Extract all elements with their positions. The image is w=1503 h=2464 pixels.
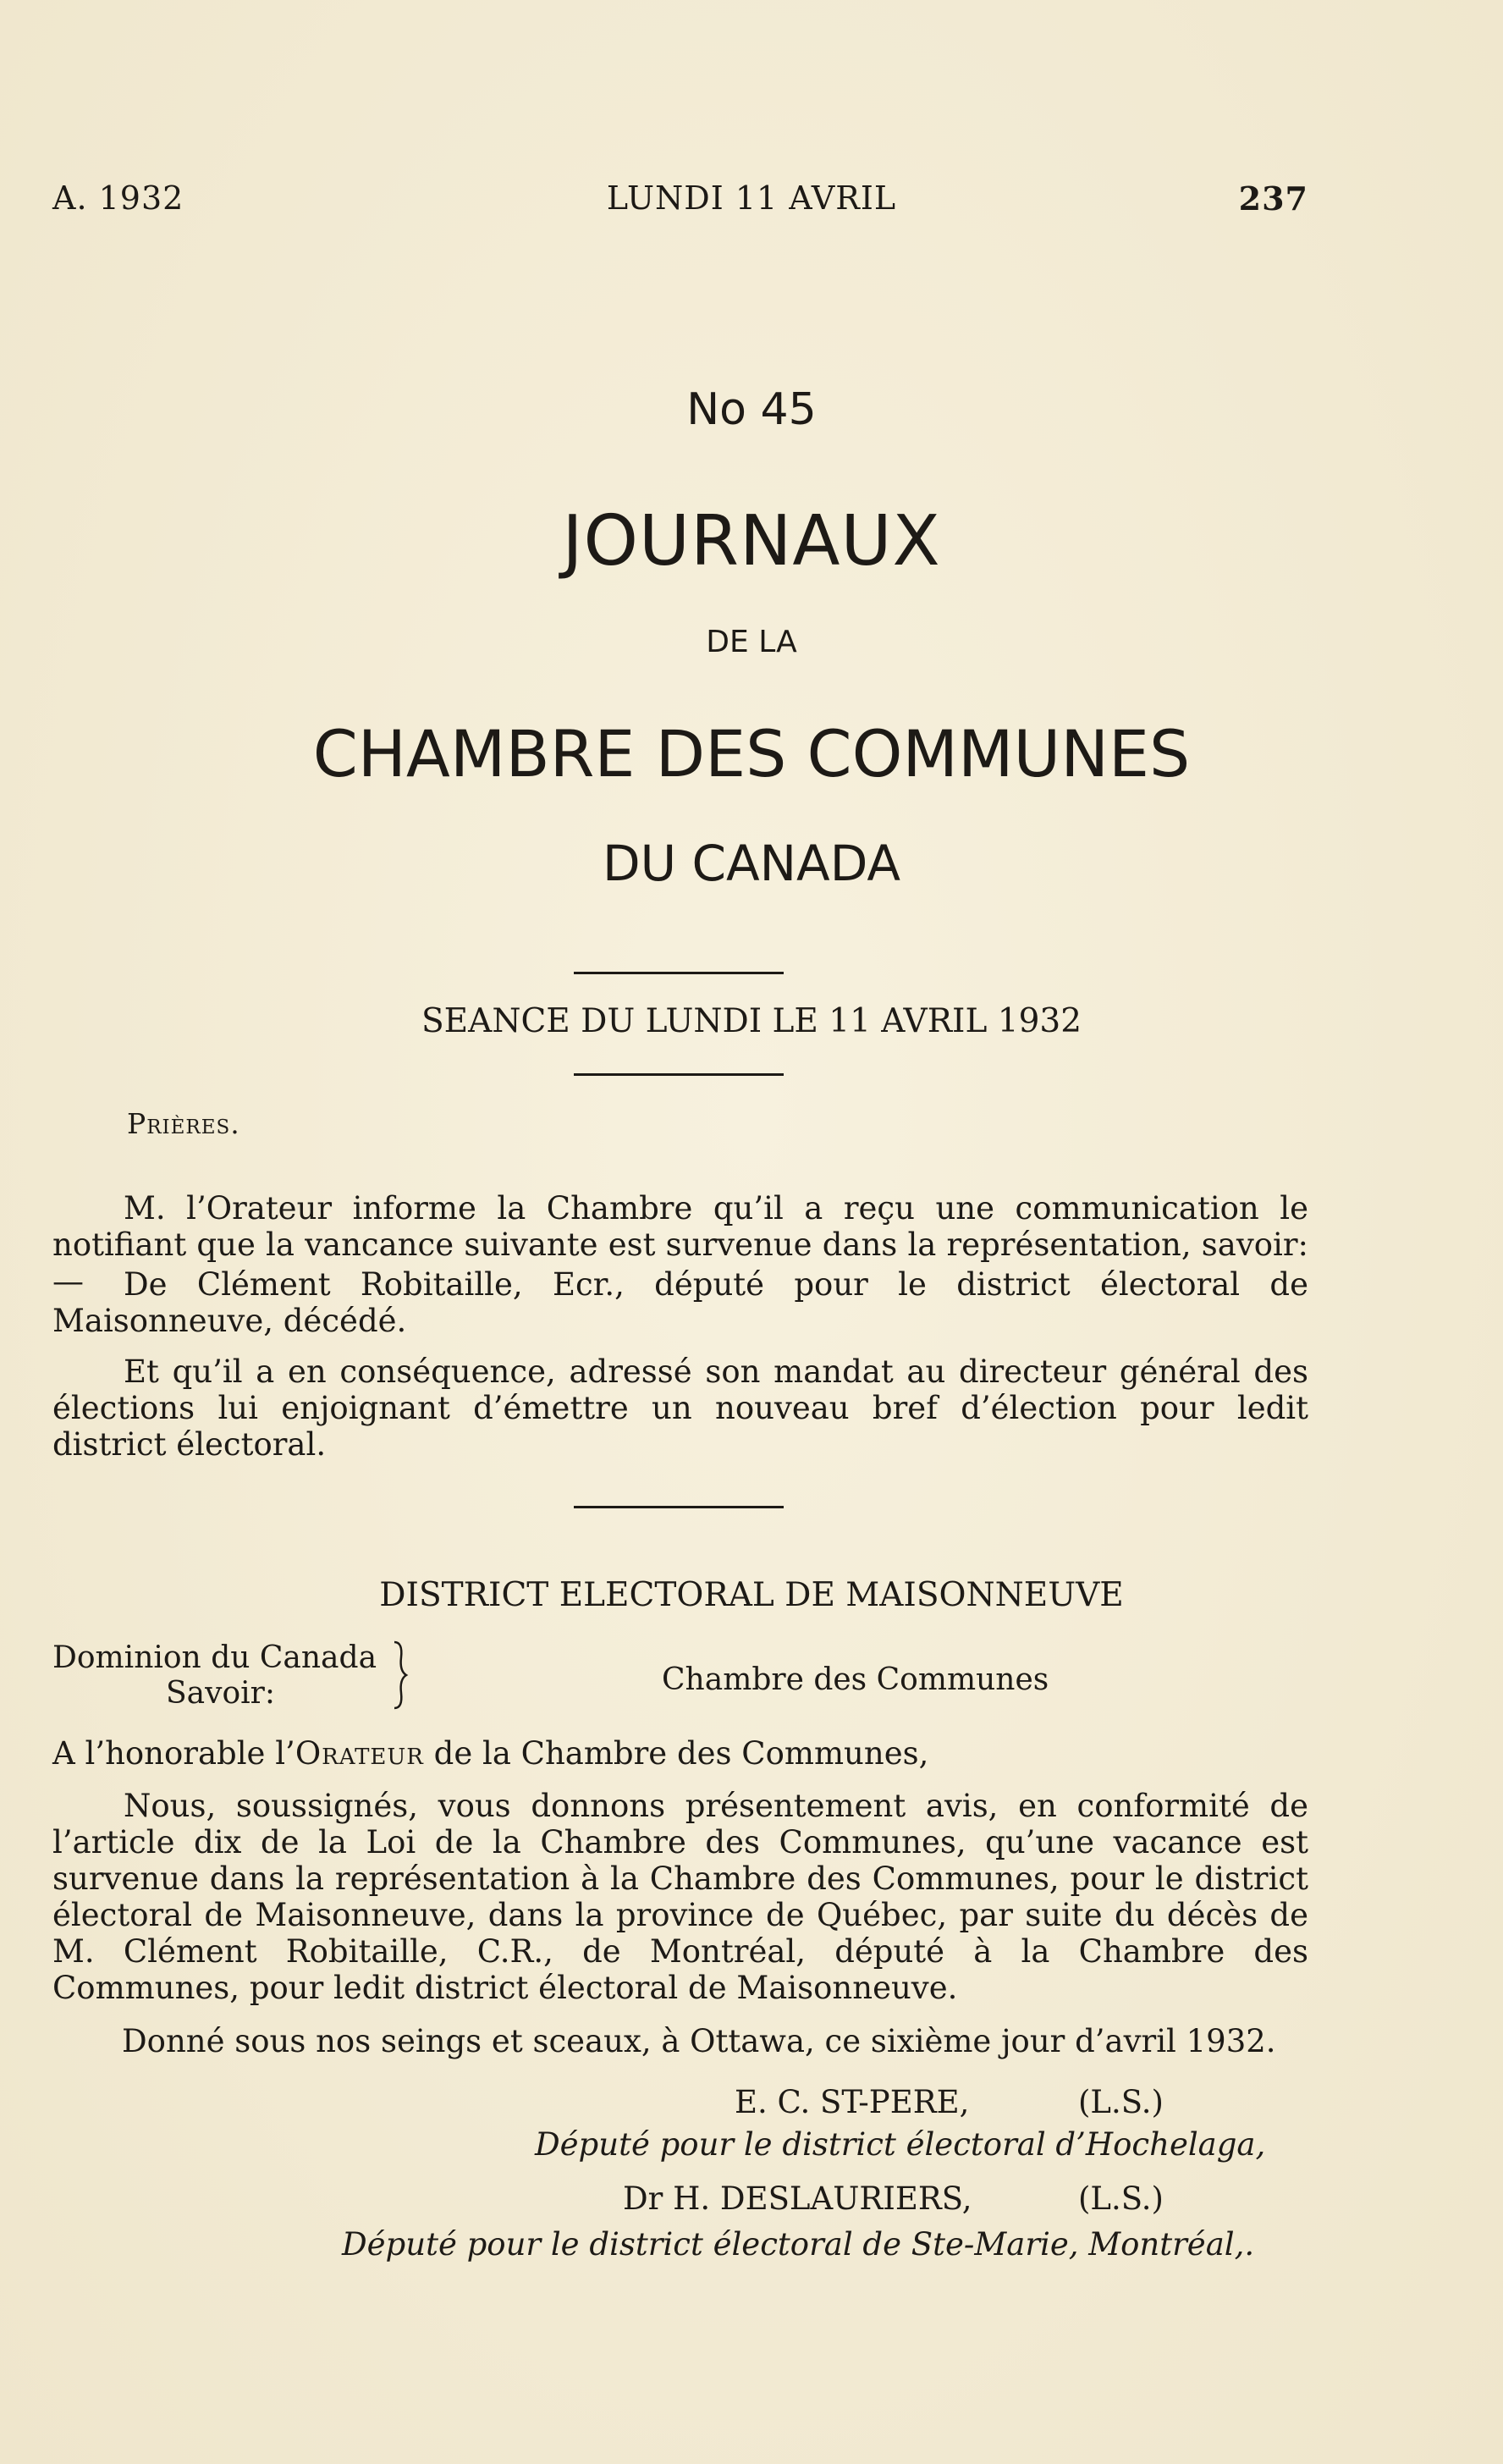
paragraph-orateur: M. l’Orateur informe la Chambre qu’il a reçu une communication le notifiant que la vancance suivante est survenue dans la représentation, savoir:— — [52, 1190, 1308, 1299]
paragraph-mandat: Et qu’il a en conséquence, adressé son mandat au directeur général des élections lui enjoignant d’émettre un nouveau bref d’élection pour ledit district électoral. — [52, 1353, 1308, 1463]
signature-name: Dr H. DESLAURIERS, — [623, 2180, 972, 2217]
title-de-la: DE LA — [706, 625, 797, 659]
chamber-title: CHAMBRE DES COMMUNES — [312, 716, 1191, 791]
page-number: 237 — [1238, 179, 1308, 218]
prieres-label: Prières. — [127, 1107, 240, 1140]
signature-seal: (L.S.) — [1078, 2084, 1164, 2120]
signature-seal: (L.S.) — [1078, 2180, 1164, 2217]
brace-icon — [391, 1640, 410, 1710]
divider-rule — [574, 1073, 784, 1076]
header-date: LUNDI 11 AVRIL — [606, 179, 897, 217]
signature-title: Député pour le district électoral d’Hochelaga, — [535, 2126, 1266, 2163]
paragraph-robitaille: De Clément Robitaille, Ecr., député pour le district électoral de Maisonneuve, décédé. — [52, 1266, 1308, 1339]
savoir-line: Savoir: — [166, 1676, 275, 1711]
notice-paragraph: Nous, soussignés, vous donnons présentement avis, en conformité de l’article dix de la Loi de la Chambre des Communes, qu’une vacance est survenue dans la représentation à la Chambre des Communes, pour le district électoral de Maisonneuve, dans la province de Québec, par suite du décès de M. Clément Robitaille, C.R., de Montréal, député à la Chambre des Communes, pour ledit district électoral de Maisonneuve. — [52, 1788, 1308, 2006]
divider-rule — [574, 1506, 784, 1508]
signature-name: E. C. ST-PERE, — [735, 2084, 970, 2120]
journal-title: JOURNAUX — [562, 501, 941, 582]
divider-rule — [574, 972, 784, 974]
given-line: Donné sous nos seings et sceaux, à Ottawa, ce sixième jour d’avril 1932. — [122, 2023, 1276, 2059]
header-year: A. 1932 — [52, 179, 184, 217]
issue-number: No 45 — [686, 384, 817, 435]
signature-title: Député pour le district électoral de Ste-Marie, Montréal,. — [342, 2226, 1255, 2263]
address-line: A l’honorable l’Orateur de la Chambre des Communes, — [52, 1735, 929, 1772]
session-title: SEANCE DU LUNDI LE 11 AVRIL 1932 — [421, 1002, 1082, 1040]
district-title: DISTRICT ELECTORAL DE MAISONNEUVE — [379, 1576, 1124, 1614]
chambre-heading: Chambre des Communes — [662, 1662, 1049, 1697]
dominion-line: Dominion du Canada — [52, 1640, 377, 1675]
country-title: DU CANADA — [602, 835, 901, 892]
